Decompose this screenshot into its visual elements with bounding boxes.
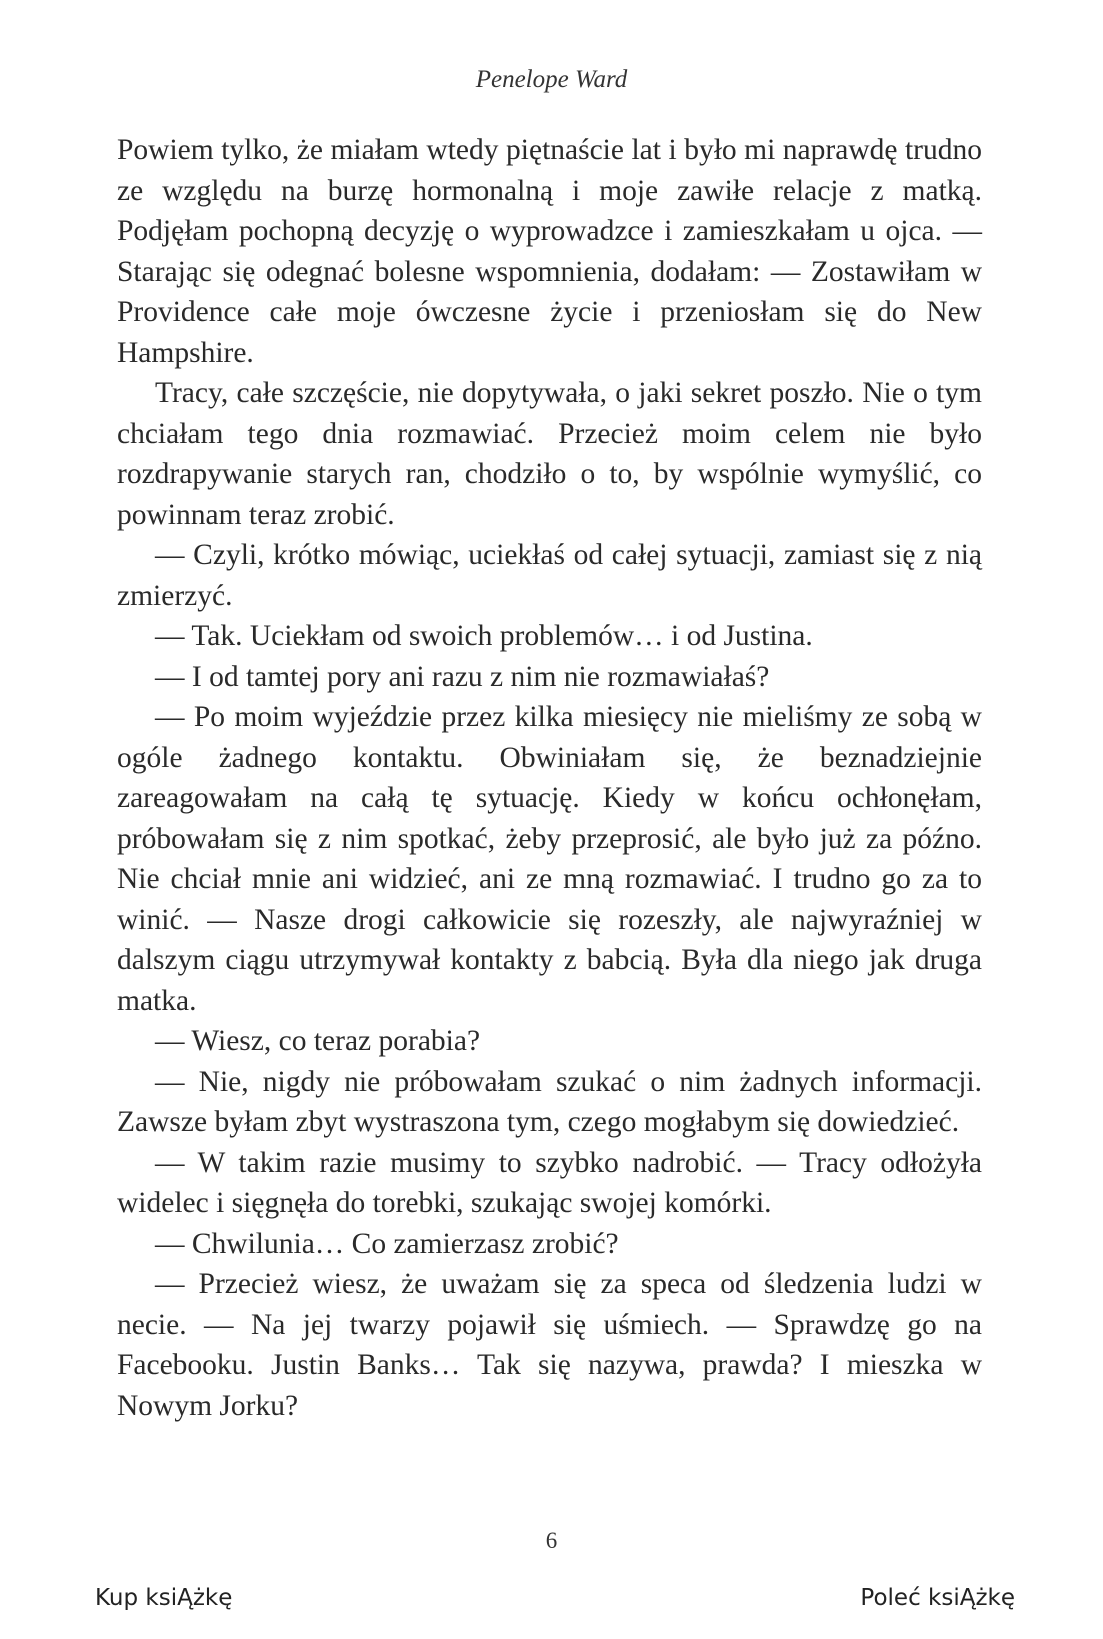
- paragraph: Powiem tylko, że miałam wtedy piętnaście lat i było mi naprawdę trudno ze względu na burzę hormonalną i moje zawiłe relacje z matką. Podjęłam pochopną decyzję o wyprowadzce i zamieszkałam u ojca. — Starając się odegnać bolesne wspomnienia, dodałam: — Zostawiłam w Providence całe moje ówczesne życie i przeniosłam się do New Hampshire.: [117, 134, 982, 369]
- paragraph: — Chwilunia… Co zamierzasz zrobić?: [155, 1227, 619, 1260]
- paragraph: — Wiesz, co teraz porabia?: [155, 1025, 481, 1057]
- paragraph: — Przecież wiesz, że uważam się za speca od śledzenia ludzi w necie. — Na jej twarzy pojawił się uśmiech. — Sprawdzę go na Facebooku. Justin Banks… Tak się nazywa, prawda? I mieszka w Nowym Jorku?: [117, 1268, 982, 1422]
- recommend-book-link[interactable]: Poleć ksiĄżkę: [860, 1585, 1015, 1611]
- paragraph: — I od tamtej pory ani razu z nim nie rozmawiałaś?: [155, 660, 770, 693]
- paragraph: — Nie, nigdy nie próbowałam szukać o nim żadnych informacji. Zawsze byłam zbyt wystraszona tym, czego mogłabym się dowiedzieć.: [117, 1065, 982, 1138]
- paragraph: Tracy, całe szczęście, nie dopytywała, o jaki sekret poszło. Nie o tym chciałam tego dnia rozmawiać. Przecież moim celem nie było rozdrapywanie starych ran, chodziło o to, by wspólnie wymyślić, co powinnam teraz zrobić.: [117, 377, 982, 531]
- paragraph: — Tak. Uciekłam od swoich problemów… i od Justina.: [155, 620, 813, 652]
- body-text: [117, 130, 982, 1426]
- page-number: 6: [545, 1528, 558, 1553]
- paragraph: — Po moim wyjeździe przez kilka miesięcy nie mieliśmy ze sobą w ogóle żadnego kontaktu. Obwiniałam się, że beznadziejnie zareagowałam na całą tę sytuację. Kiedy w końcu ochłonęłam, próbowałam się z nim spotkać, żeby przeprosić, ale było już za późno. Nie chciał mnie ani widzieć, ani ze mną rozmawiać. I trudno go za to winić. — Nasze drogi całkowicie się rozeszły, ale najwyraźniej w dalszym ciągu utrzymywał kontakty z babcią. Była dla niego jak druga matka.: [117, 701, 982, 1017]
- paragraph: — Czyli, krótko mówiąc, uciekłaś od całej sytuacji, zamiast się z nią zmierzyć.: [117, 539, 982, 612]
- running-head: Penelope Ward: [475, 66, 628, 93]
- paragraph: — W takim razie musimy to szybko nadrobić. — Tracy odłożyła widelec i sięgnęła do torebki, szukając swojej komórki.: [117, 1146, 982, 1219]
- buy-book-link[interactable]: Kup ksiĄżkę: [95, 1585, 233, 1611]
